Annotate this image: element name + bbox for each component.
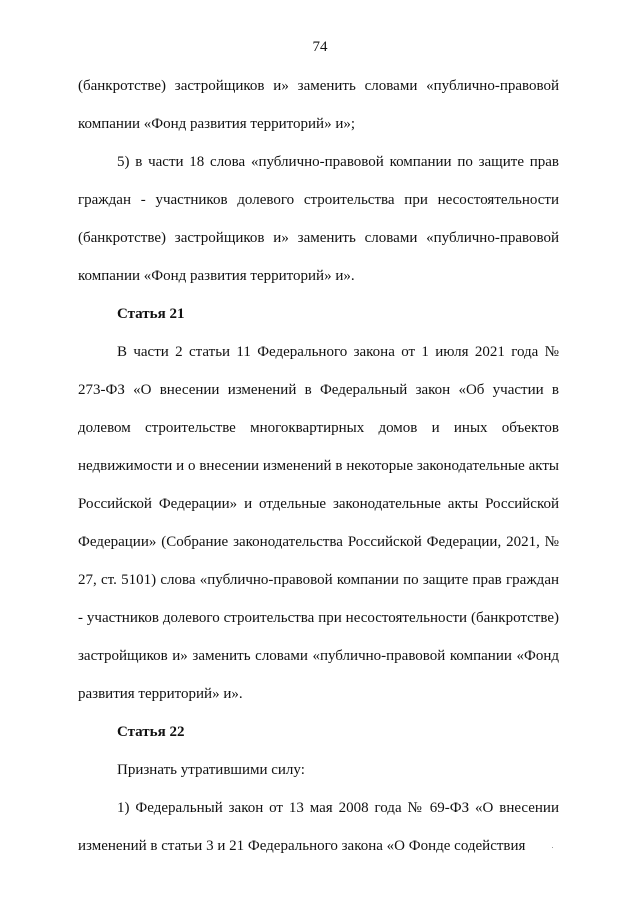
page-number: 74 [312, 39, 328, 55]
paragraph-item-1: 1) Федеральный закон от 13 мая 2008 года № 69-ФЗ «О внесении изменений в статьи 3 и 21 Федерального закона «О Фонде содействия [78, 800, 559, 854]
paragraph-item-5: 5) в части 18 слова «публично-правовой компании по защите прав граждан - участников долевого строительства при несостоятельности (банкротстве) застройщиков и» заменить словами «публично-правовой компании «Фонд развития территорий» и». [78, 154, 559, 284]
paragraph-continuation: (банкротстве) застройщиков и» заменить словами «публично-правовой компании «Фонд развития территорий» и»; [78, 78, 559, 132]
article-heading-22: Статья 22 [117, 724, 185, 740]
scan-speck [552, 847, 553, 848]
paragraph-article-22-intro: Признать утратившими силу: [117, 762, 305, 778]
article-heading-21: Статья 21 [117, 306, 185, 322]
document-body [78, 67, 559, 865]
paragraph-article-21: В части 2 статьи 11 Федерального закона от 1 июля 2021 года № 273-ФЗ «О внесении изменений в Федеральный закон «Об участии в долевом строительстве многоквартирных домов и иных объектов недвижимости и о внесении изменений в некоторые законодательные акты Российской Федерации» и отдельные законодательные акты Российской Федерации» (Собрание законодательства Российской Федерации, 2021, № 27, ст. 5101) слова «публично-правовой компании по защите прав граждан - участников долевого строительства при несостоятельности (банкротстве) застройщиков и» заменить словами «публично-правовой компании «Фонд развития территорий» и». [78, 344, 559, 702]
